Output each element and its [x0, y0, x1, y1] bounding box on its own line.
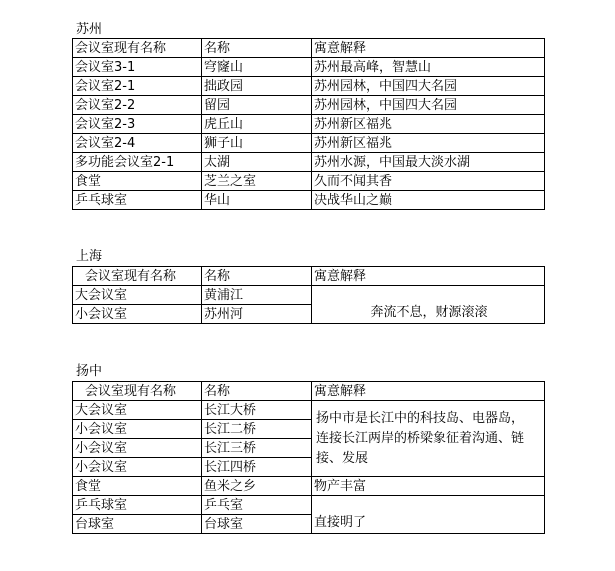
cell-meaning: 久而不闻其香 — [312, 172, 545, 191]
section-title-shanghai: 上海 — [76, 249, 103, 264]
cell-name: 留园 — [202, 96, 312, 115]
cell-name: 虎丘山 — [202, 115, 312, 134]
cell-meaning: 苏州最高峰，智慧山 — [312, 58, 545, 77]
cell-name: 鱼米之乡 — [202, 477, 312, 496]
table-row — [73, 96, 545, 115]
header-meaning: 寓意解释 — [312, 39, 545, 58]
table-row — [73, 153, 545, 172]
cell-current-name: 食堂 — [73, 477, 202, 496]
cell-current-name: 大会议室 — [73, 401, 202, 420]
cell-name: 长江四桥 — [202, 458, 312, 477]
cell-meaning: 苏州新区福兆 — [312, 115, 545, 134]
cell-current-name: 小会议室 — [73, 420, 202, 439]
table-row — [73, 172, 545, 191]
cell-meaning: 苏州水源，中国最大淡水湖 — [312, 153, 545, 172]
cell-name: 长江大桥 — [202, 401, 312, 420]
header-current-name: 会议室现有名称 — [73, 267, 202, 286]
shanghai-table — [72, 266, 545, 324]
cell-name: 太湖 — [202, 153, 312, 172]
header-name: 名称 — [202, 39, 312, 58]
table-row — [73, 115, 545, 134]
table-header-row — [73, 382, 545, 401]
cell-name: 台球室 — [202, 515, 312, 534]
cell-current-name: 小会议室 — [73, 305, 202, 324]
header-name: 名称 — [202, 382, 312, 401]
table-row — [73, 496, 545, 515]
cell-meaning: 苏州新区福兆 — [312, 134, 545, 153]
cell-current-name: 会议室3-1 — [73, 58, 202, 77]
header-name: 名称 — [202, 267, 312, 286]
cell-current-name: 多功能会议室2-1 — [73, 153, 202, 172]
header-meaning: 寓意解释 — [312, 267, 545, 286]
cell-meaning: 苏州园林，中国四大名园 — [312, 96, 545, 115]
table-row — [73, 401, 545, 420]
table-header-row — [73, 39, 545, 58]
cell-current-name: 大会议室 — [73, 286, 202, 305]
cell-name: 长江三桥 — [202, 439, 312, 458]
cell-current-name: 食堂 — [73, 172, 202, 191]
cell-meaning-merged: 直接明了 — [312, 496, 545, 534]
cell-name: 穹窿山 — [202, 58, 312, 77]
table-row — [73, 58, 545, 77]
table-header-row — [73, 267, 545, 286]
cell-name: 华山 — [202, 191, 312, 210]
cell-name: 长江二桥 — [202, 420, 312, 439]
cell-meaning: 物产丰富 — [312, 477, 545, 496]
cell-current-name: 乒乓球室 — [73, 191, 202, 210]
cell-name: 拙政园 — [202, 77, 312, 96]
cell-meaning-bridges: 扬中市是长江中的科技岛、电器岛，连接长江两岸的桥梁象征着沟通、链接、发展 — [312, 401, 545, 477]
cell-meaning: 苏州园林，中国四大名园 — [312, 77, 545, 96]
table-row — [73, 77, 545, 96]
suzhou-table — [72, 38, 545, 210]
header-current-name: 会议室现有名称 — [73, 382, 202, 401]
section-title-yangzhong: 扬中 — [76, 364, 103, 379]
cell-name: 黄浦江 — [202, 286, 312, 305]
cell-current-name: 会议室2-2 — [73, 96, 202, 115]
cell-name: 苏州河 — [202, 305, 312, 324]
cell-name: 芝兰之室 — [202, 172, 312, 191]
cell-current-name: 会议室2-3 — [73, 115, 202, 134]
table-row — [73, 286, 545, 305]
cell-name: 乒乓室 — [202, 496, 312, 515]
cell-current-name: 小会议室 — [73, 458, 202, 477]
cell-current-name: 会议室2-1 — [73, 77, 202, 96]
header-current-name: 会议室现有名称 — [73, 39, 202, 58]
table-row — [73, 134, 545, 153]
cell-current-name: 乒乓球室 — [73, 496, 202, 515]
section-title-suzhou: 苏州 — [76, 22, 103, 37]
cell-current-name: 台球室 — [73, 515, 202, 534]
cell-meaning-merged: 奔流不息，财源滚滚 — [312, 286, 545, 324]
cell-current-name: 会议室2-4 — [73, 134, 202, 153]
header-meaning: 寓意解释 — [312, 382, 545, 401]
table-row — [73, 191, 545, 210]
yangzhong-table — [72, 381, 545, 534]
cell-meaning: 决战华山之巅 — [312, 191, 545, 210]
cell-name: 狮子山 — [202, 134, 312, 153]
cell-current-name: 小会议室 — [73, 439, 202, 458]
table-row — [73, 477, 545, 496]
